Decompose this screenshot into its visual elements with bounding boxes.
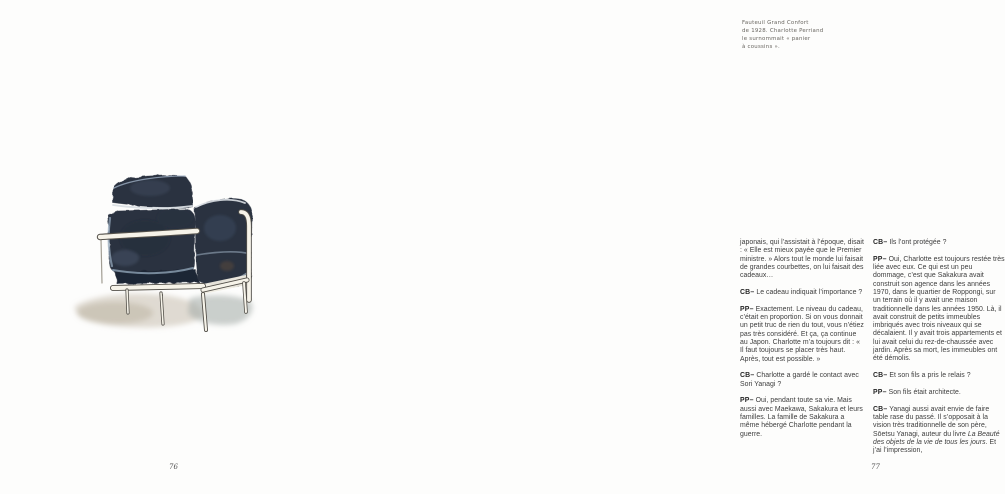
page-number-left: 76 (169, 463, 178, 471)
paragraph: CB– Et son fils a pris le relais ? (873, 372, 971, 380)
caption-line: le surnommait « panier (742, 36, 811, 42)
speaker-label: PP– (873, 255, 887, 263)
paragraph: CB– Charlotte a gardé le contact avec Sori Yanagi ? (740, 372, 859, 388)
paragraph: PP– Exactement. Le niveau du cadeau, c’était en proportion. Si on vous donnait un petit truc de rien du tout, vous n’étiez pas très considéré. Et ça, ça continue au Japon. Charlotte m’a toujours dit : « Il faut toujours se placer très haut. Après, tout est possible. » (740, 305, 864, 363)
book-title-italic: La Beauté des objets de la vie de tous les jours (873, 430, 1000, 446)
speaker-label: PP– (740, 397, 754, 405)
paragraph: CB– Le cadeau indiquait l’importance ? (740, 288, 863, 296)
speaker-label: CB– (740, 372, 755, 380)
paragraph: PP– Oui, Charlotte est toujours restée très liée avec eux. Ce qui est un peu dommage, c’est que Sakakura avait construit son agence dans les années 1970, dans le quartier de Roppongi, sur un terrain où il y avait une maison traditionnelle dans les années 1950. Là, il avait construit de petits immeubles imbriqués avec trois niveaux qui se décalaient. Il y avait trois appartements et lui avait celui du rez-de-chaussée avec jardin. Après sa mort, les immeubles ont été démolis. (873, 255, 1005, 363)
page-left (0, 0, 350, 494)
text-column-right (873, 239, 1005, 464)
paragraph: japonais, qui l’assistait à l’époque, disait : « Elle est mieux payée que le Premier ministre. » Alors tout le monde lui faisait de grandes courbettes, on lui faisait des cadeaux… (740, 239, 864, 280)
speaker-label: PP– (740, 305, 754, 313)
speaker-label: CB– (873, 405, 888, 413)
speaker-label: PP– (873, 388, 887, 396)
caption-line: à coussins ». (742, 44, 781, 50)
caption-line: Fauteuil Grand Confort (742, 20, 809, 26)
speaker-label: CB– (740, 288, 755, 296)
text-column-left (740, 239, 864, 447)
caption-line: de 1928. Charlotte Perriand (742, 28, 824, 34)
paragraph: PP– Oui, pendant toute sa vie. Mais aussi avec Maekawa, Sakakura et leurs familles. La famille de Sakakura a même hébergé Charlotte pendant la guerre. (740, 397, 863, 438)
paragraph: PP– Son fils était architecte. (873, 388, 961, 396)
speaker-label: CB– (873, 239, 888, 246)
illustration-caption (742, 19, 834, 51)
paragraph: CB– Yanagi aussi avait envie de faire table rase du passé. Il s’opposait à la vision très traditionnelle de son père, Sōetsu Yanagi, auteur du livre La Beauté des objets de la vie de tous les jours. Et j’ai l’impression, (873, 405, 1000, 455)
armchair-watercolor-illustration (55, 158, 270, 333)
page-number-right: 77 (871, 463, 880, 471)
page-right (350, 0, 1005, 494)
paragraph: CB– Ils l’ont protégée ? (873, 239, 947, 246)
speaker-label: CB– (873, 372, 888, 380)
armchair-illustration-svg (55, 158, 270, 333)
